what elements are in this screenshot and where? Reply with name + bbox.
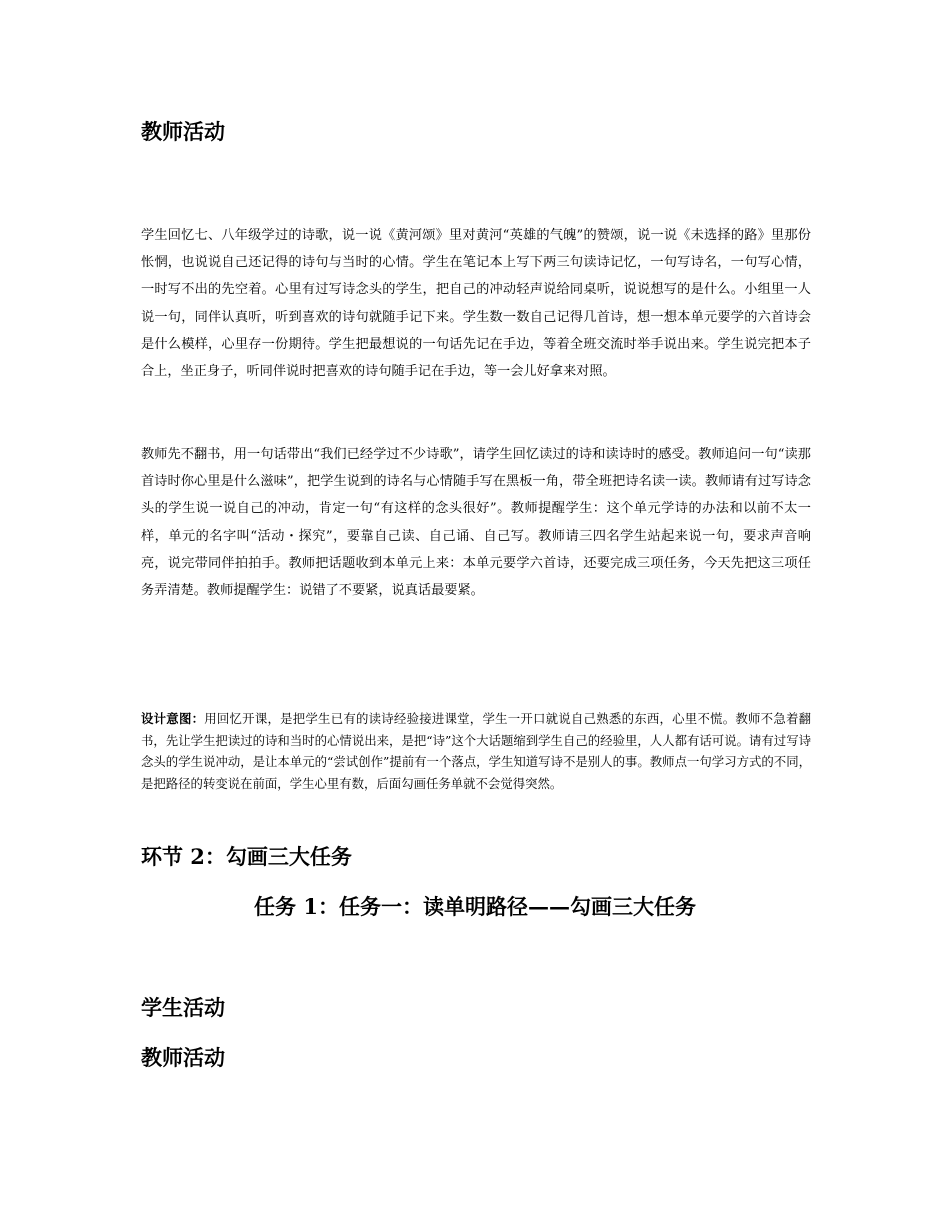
section-2-heading: 环节 2：勾画三大任务 <box>141 844 352 869</box>
teacher-guide-paragraph: 教师先不翻书，用一句话带出“我们已经学过不少诗歌”，请学生回忆读过的诗和读诗时的感受。教师追问一句“读那首诗时你心里是什么滋味”，把学生说到的诗名与心情随手写在黑板一角，带全班把诗名读一读。教师请有过写诗念头的学生说一说自己的冲动，肯定一句“有这样的念头很好”。教师提醒学生：这个单元学诗的办法和以前不太一样，单元的名字叫“活动・探究”，要靠自己读、自己诵、自己写。教师请三四名学生站起来说一句，要求声音响亮，说完带同伴拍拍手。教师把话题收到本单元上来：本单元要学六首诗，还要完成三项任务，今天先把这三项任务弄清楚。教师提醒学生：说错了不要紧，说真话最要紧。 <box>141 447 811 599</box>
teacher-activity-heading-2: 教师活动 <box>141 1045 225 1070</box>
student-activity-heading: 学生活动 <box>141 995 225 1020</box>
student-recall-paragraph: 学生回忆七、八年级学过的诗歌，说一说《黄河颂》里对黄河“英雄的气魄”的赞颂，说一说《未选择的路》里那份怅惘，也说说自己还记得的诗句与当时的心情。学生在笔记本上写下两三句读诗记忆，一句写诗名，一句写心情，一时写不出的先空着。心里有过写诗念头的学生，把自己的冲动轻声说给同桌听，说说想写的是什么。小组里一人说一句，同伴认真听，听到喜欢的诗句就随手记下来。学生数一数自己记得几首诗，想一想本单元要学的六首诗会是什么模样，心里存一份期待。学生把最想说的一句话先记在手边，等着全班交流时举手说出来。学生说完把本子合上，坐正身子，听同伴说时把喜欢的诗句随手记在手边，等一会儿好拿来对照。 <box>141 228 811 380</box>
teacher-activity-heading: 教师活动 <box>141 119 225 144</box>
design-intent-label: 设计意图： <box>141 711 205 726</box>
design-intent-paragraph <box>141 708 811 794</box>
design-intent-text: 用回忆开课，是把学生已有的读诗经验接进课堂，学生一开口就说自己熟悉的东西，心里不慌。教师不急着翻书，先让学生把读过的诗和当时的心情说出来，是把“诗”这个大话题缩到学生自己的经验里，人人都有话可说。请有过写诗念头的学生说冲动，是让本单元的“尝试创作”提前有一个落点，学生知道写诗不是别人的事。教师点一句学习方式的不同，是把路径的转变说在前面，学生心里有数，后面勾画任务单就不会觉得突然。 <box>141 711 812 791</box>
task-1-heading: 任务 1：任务一：读单明路径——勾画三大任务 <box>254 894 696 919</box>
